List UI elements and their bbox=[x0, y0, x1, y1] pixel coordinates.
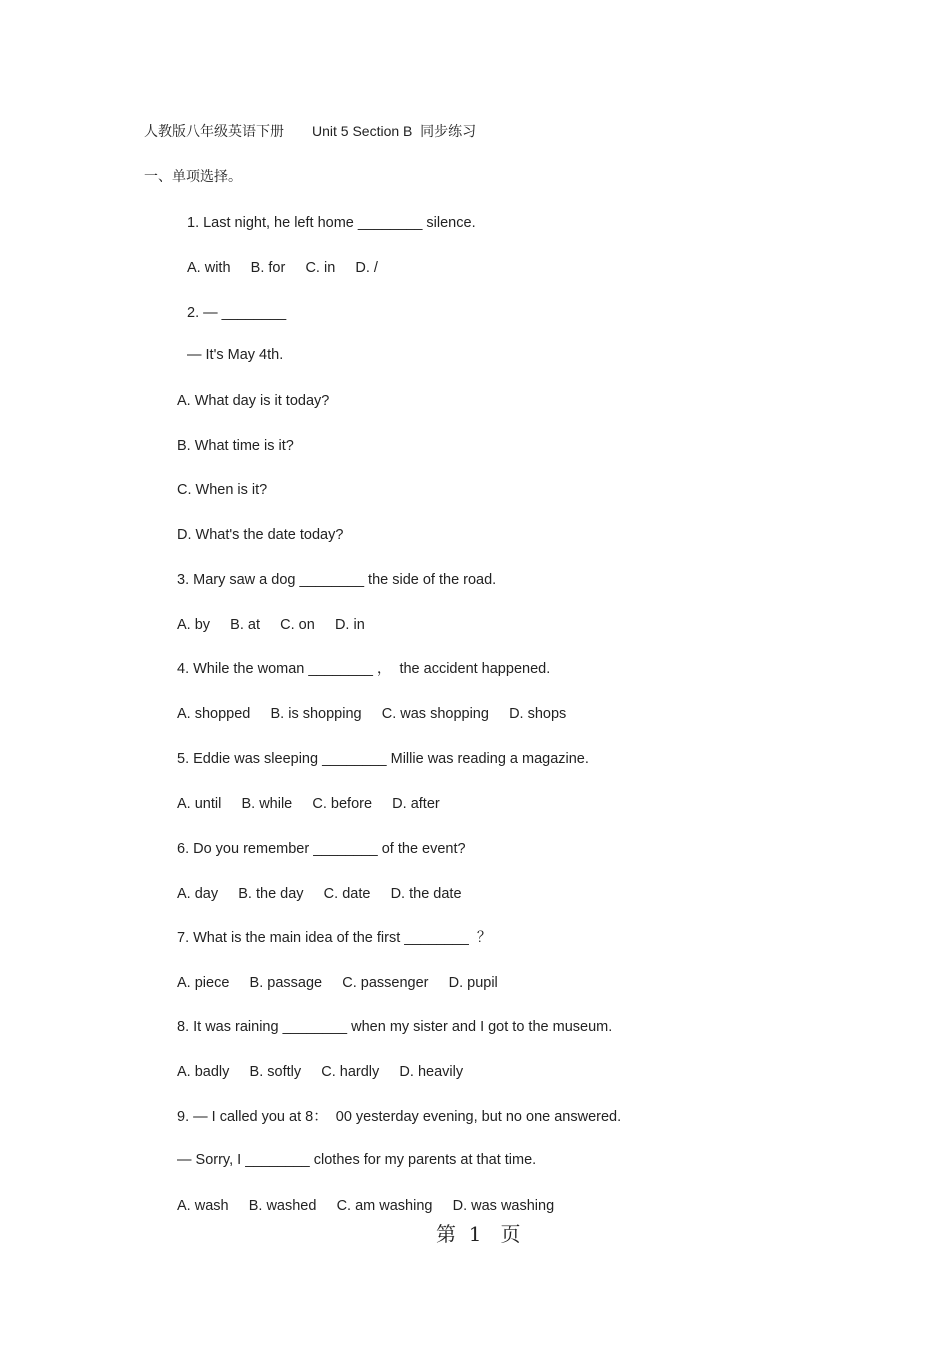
page-number: 第 1 页 bbox=[436, 1222, 521, 1246]
question-9: 9. — I called you at 8： 00 yesterday evening, but no one answered. bbox=[177, 1109, 622, 1125]
question-3-options: A. by B. at C. on D. in bbox=[177, 617, 365, 633]
question-9-options: A. wash B. washed C. am washing D. was washing bbox=[177, 1198, 555, 1214]
section-heading: 一、单项选择。 bbox=[144, 168, 242, 184]
question-4: 4. While the woman ________ ， the accident happened. bbox=[177, 661, 551, 677]
question-5: 5. Eddie was sleeping ________ Millie was reading a magazine. bbox=[177, 751, 589, 767]
question-6-options: A. day B. the day C. date D. the date bbox=[177, 886, 462, 902]
question-1: 1. Last night, he left home ________ silence. bbox=[187, 215, 476, 231]
question-3: 3. Mary saw a dog ________ the side of the road. bbox=[177, 572, 497, 588]
question-5-options: A. until B. while C. before D. after bbox=[177, 796, 440, 812]
question-2-option-a: A. What day is it today? bbox=[177, 393, 330, 409]
question-1-options: A. with B. for C. in D. / bbox=[187, 260, 378, 276]
document-title: 人教版八年级英语下册 Unit 5 Section B 同步练习 bbox=[144, 123, 477, 139]
question-2: 2. — ________ bbox=[187, 305, 287, 321]
question-2-reply: — It's May 4th. bbox=[187, 347, 284, 363]
question-8: 8. It was raining ________ when my sister and I got to the museum. bbox=[177, 1019, 613, 1035]
question-6: 6. Do you remember ________ of the event? bbox=[177, 841, 466, 857]
question-9-reply: — Sorry, I ________ clothes for my parents at that time. bbox=[177, 1152, 537, 1168]
question-7: 7. What is the main idea of the first ________ ？ bbox=[177, 930, 492, 946]
question-2-option-c: C. When is it? bbox=[177, 482, 268, 498]
question-7-options: A. piece B. passage C. passenger D. pupil bbox=[177, 975, 498, 991]
question-8-options: A. badly B. softly C. hardly D. heavily bbox=[177, 1064, 464, 1080]
question-2-option-b: B. What time is it? bbox=[177, 438, 294, 454]
question-4-options: A. shopped B. is shopping C. was shopping D. shops bbox=[177, 706, 567, 722]
question-2-option-d: D. What's the date today? bbox=[177, 527, 344, 543]
